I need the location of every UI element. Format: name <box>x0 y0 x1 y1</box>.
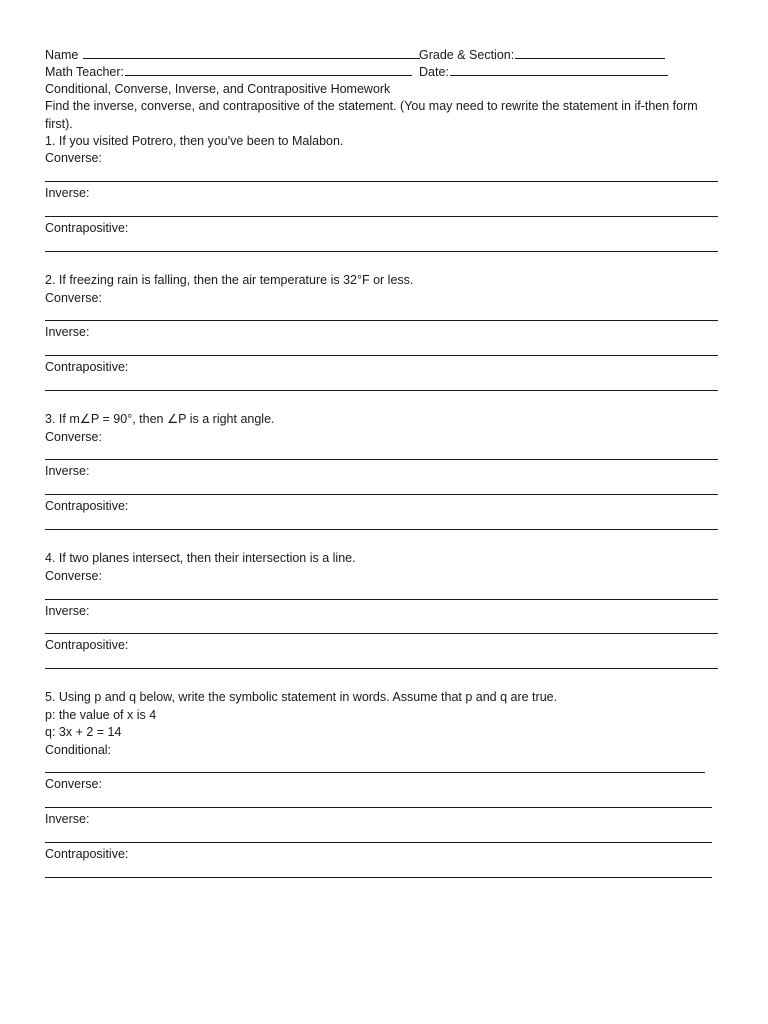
q5-contrapositive-label: Contrapositive: <box>45 847 129 861</box>
q5-converse-answer-line[interactable] <box>45 794 720 811</box>
q4-contrapositive-answer-line[interactable] <box>45 655 720 672</box>
q1-contrapositive-answer-line[interactable] <box>45 237 720 254</box>
question-3-text: 3. If m∠P = 90°, then ∠P is a right angle. <box>45 412 275 427</box>
q3-inverse-label: Inverse: <box>45 464 90 479</box>
q5-inverse-label: Inverse: <box>45 812 90 827</box>
math-teacher-blank[interactable] <box>125 63 412 76</box>
q1-converse-answer-line[interactable] <box>45 168 720 185</box>
q3-inverse-answer-line[interactable] <box>45 481 720 498</box>
q2-inverse-answer-line[interactable] <box>45 342 720 359</box>
q4-inverse-answer-line[interactable] <box>45 620 720 637</box>
grade-section-label: Grade & Section: <box>419 48 515 62</box>
worksheet-title: Conditional, Converse, Inverse, and Contrapositive Homework <box>45 81 391 96</box>
grade-section-blank[interactable] <box>515 46 665 59</box>
header-row-name <box>45 46 720 63</box>
question-1-block <box>45 133 720 255</box>
spacer <box>45 255 720 272</box>
question-5-text: 5. Using p and q below, write the symbolic statement in words. Assume that p and q are true. <box>45 690 558 705</box>
header-row-teacher <box>45 63 720 80</box>
q4-contrapositive-label: Contrapositive: <box>45 638 129 653</box>
name-blank[interactable] <box>83 46 420 59</box>
q1-inverse-label: Inverse: <box>45 186 90 201</box>
spacer <box>45 394 720 411</box>
q1-inverse-answer-line[interactable] <box>45 203 720 220</box>
q1-contrapositive-label: Contrapositive: <box>45 220 129 235</box>
q5-inverse-answer-line[interactable] <box>45 829 720 846</box>
question-2-block <box>45 272 720 394</box>
q3-contrapositive-label: Contrapositive: <box>45 499 129 514</box>
math-teacher-label: Math Teacher: <box>45 65 124 80</box>
q2-converse-answer-line[interactable] <box>45 307 720 324</box>
q5-conditional-label: Conditional: <box>45 742 112 757</box>
instructions: Find the inverse, converse, and contrapositive of the statement. (You may need to rewrite the statement in if-then form first). <box>45 99 698 131</box>
question-4-block <box>45 550 720 672</box>
question-3-block <box>45 411 720 533</box>
q5-converse-label: Converse: <box>45 777 102 792</box>
question-5-q-statement: q: 3x + 2 = 14 <box>45 725 122 740</box>
question-5-block <box>45 689 720 880</box>
spacer <box>45 672 720 689</box>
q1-converse-label: Converse: <box>45 151 102 166</box>
q2-contrapositive-answer-line[interactable] <box>45 376 720 393</box>
worksheet-page <box>45 46 720 881</box>
question-5-p-statement: p: the value of x is 4 <box>45 707 157 722</box>
question-4-text: 4. If two planes intersect, then their intersection is a line. <box>45 551 356 566</box>
q3-converse-label: Converse: <box>45 429 102 444</box>
date-blank[interactable] <box>450 63 668 76</box>
question-1-text: 1. If you visited Potrero, then you've been to Malabon. <box>45 133 344 148</box>
q4-converse-answer-line[interactable] <box>45 585 720 602</box>
q4-converse-label: Converse: <box>45 568 102 583</box>
q2-converse-label: Converse: <box>45 290 102 305</box>
q5-contrapositive-answer-line[interactable] <box>45 863 720 880</box>
name-label: Name <box>45 48 79 62</box>
q3-converse-answer-line[interactable] <box>45 446 720 463</box>
q4-inverse-label: Inverse: <box>45 603 90 618</box>
q3-contrapositive-answer-line[interactable] <box>45 516 720 533</box>
q2-inverse-label: Inverse: <box>45 325 90 340</box>
q2-contrapositive-label: Contrapositive: <box>45 360 129 375</box>
question-2-text: 2. If freezing rain is falling, then the air temperature is 32°F or less. <box>45 273 414 288</box>
date-label: Date: <box>419 65 449 80</box>
spacer <box>45 533 720 550</box>
q5-conditional-answer-line[interactable] <box>45 759 720 776</box>
